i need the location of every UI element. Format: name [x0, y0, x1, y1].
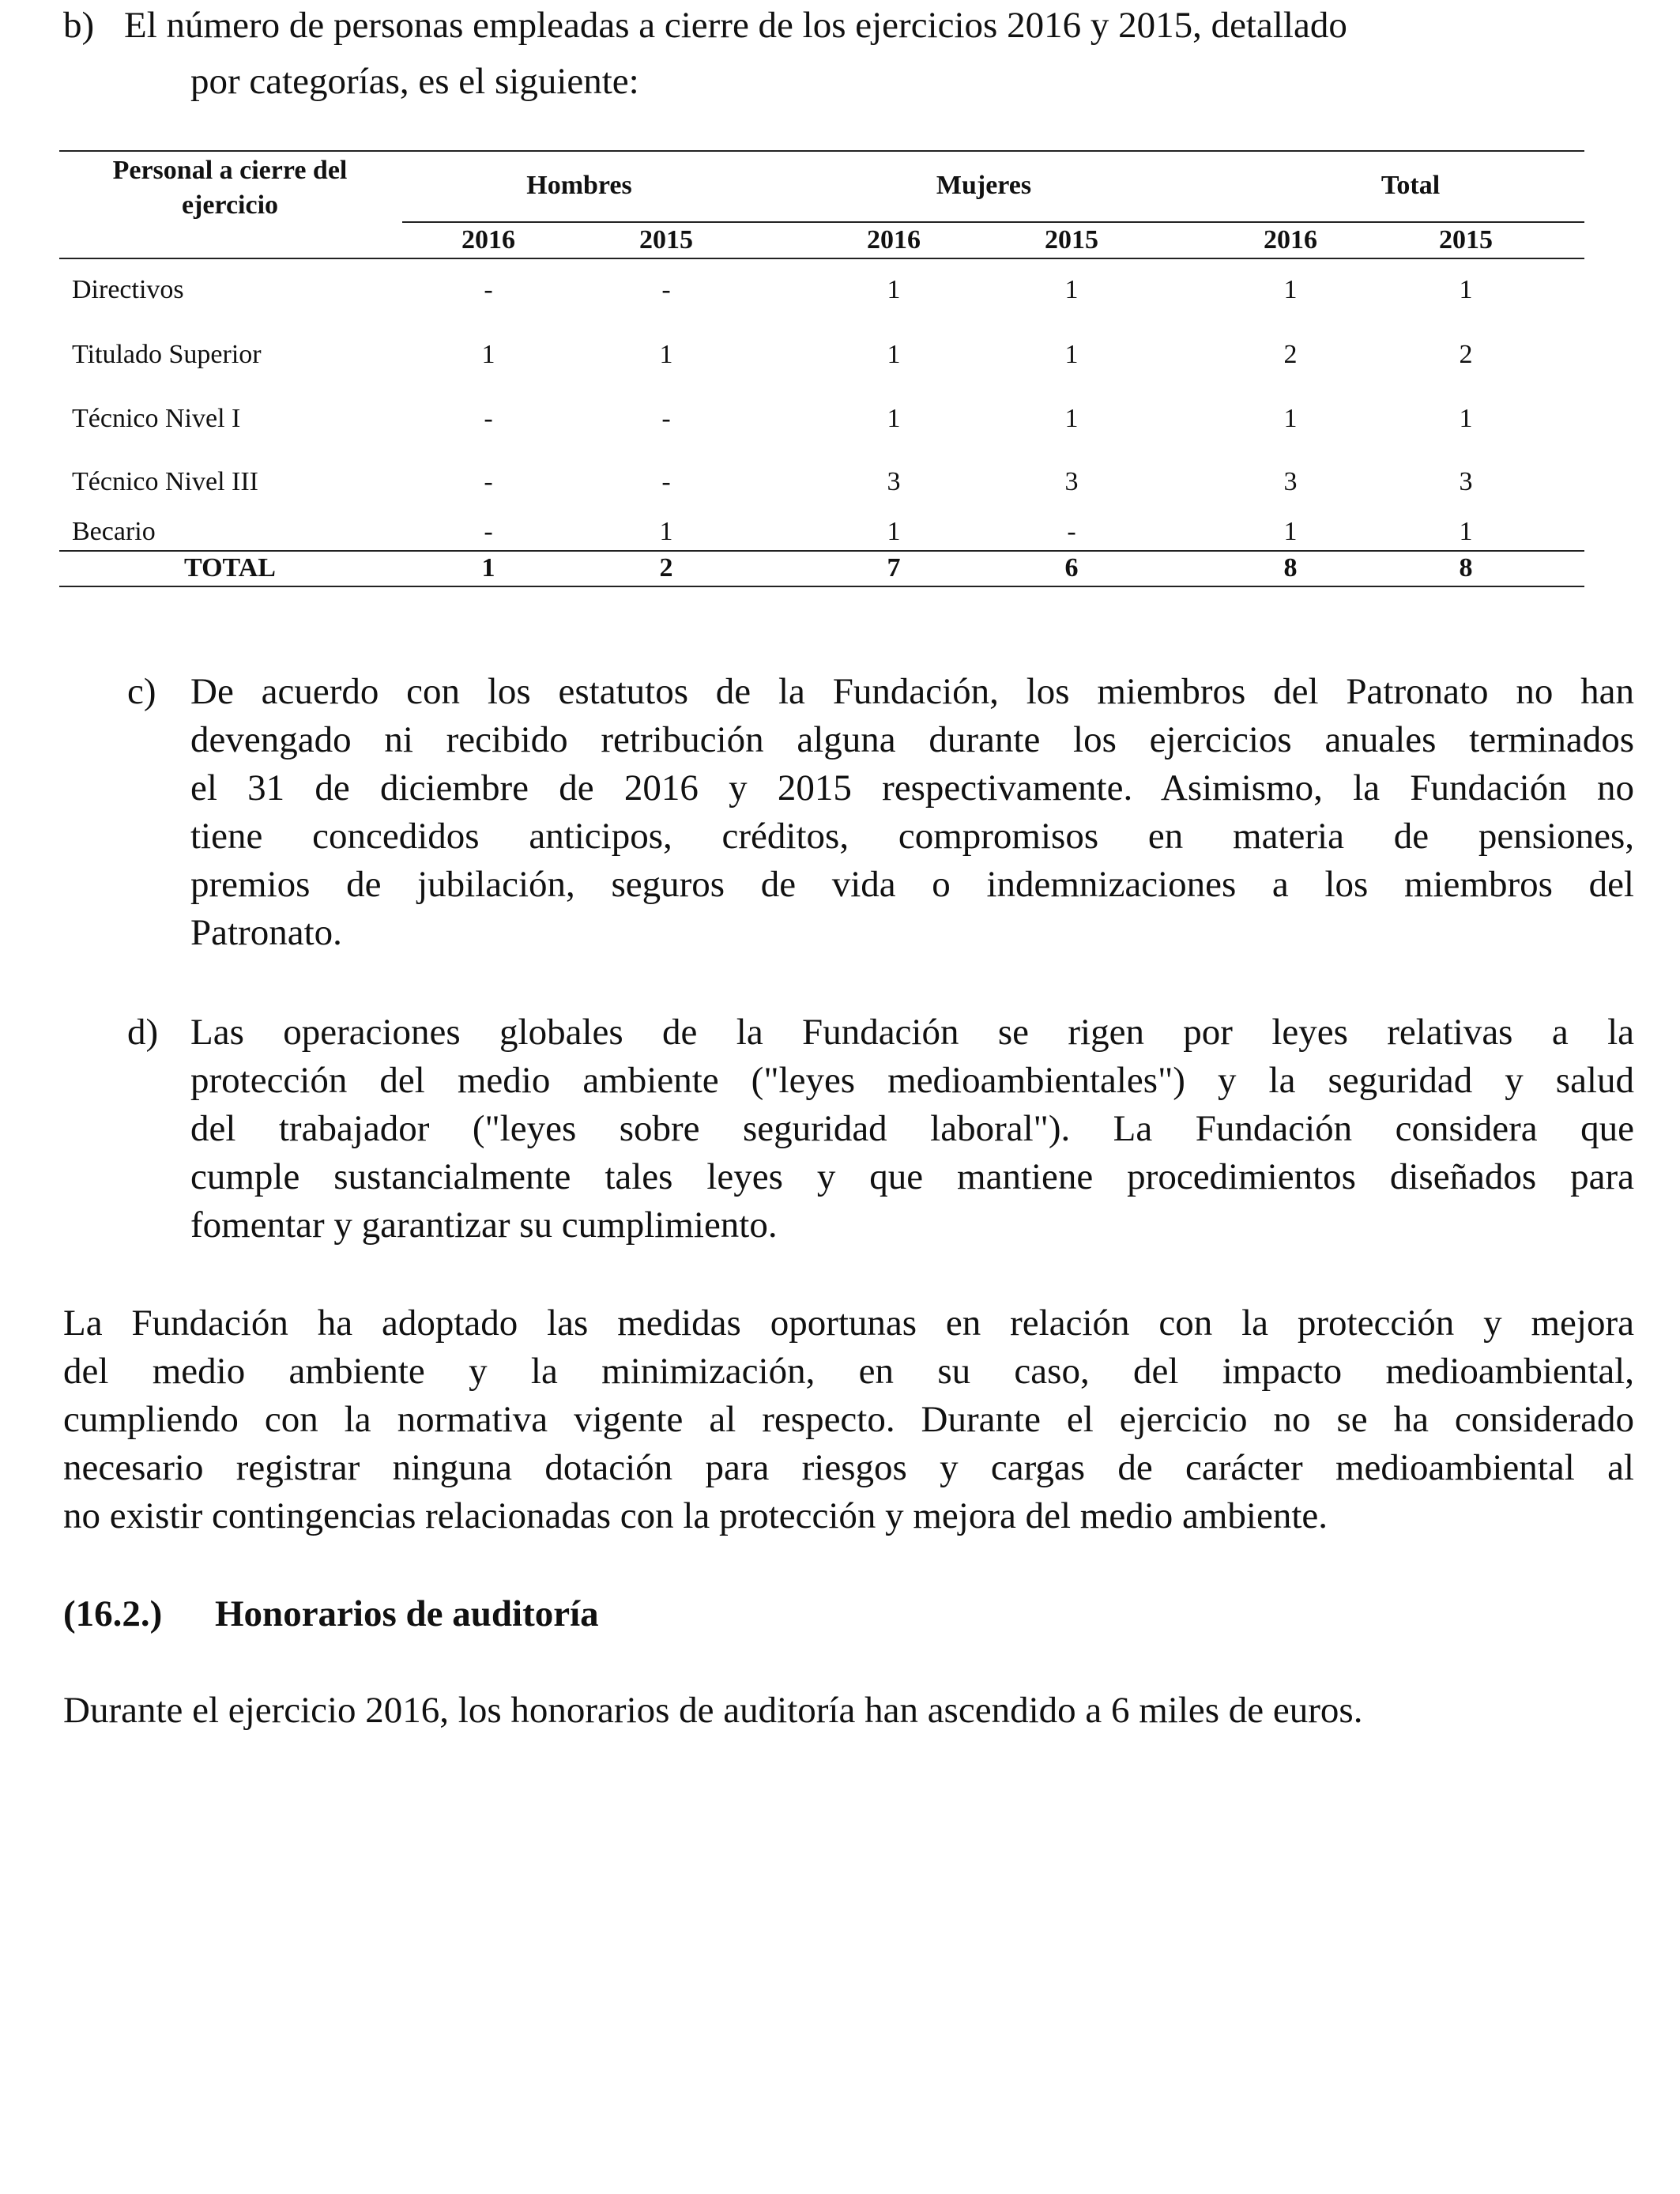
group-hombres: Hombres: [526, 171, 632, 200]
table-cell: 3: [887, 467, 901, 496]
table-cell: -: [661, 275, 671, 304]
total-cell: 8: [1283, 553, 1298, 582]
text-line: La Fundación ha adoptado las medidas oportunas en relación con la protección y mejora: [63, 1302, 1634, 1344]
environment-paragraph: [63, 1299, 1634, 1540]
table-cell: -: [484, 404, 493, 433]
header-bottom-rule: [59, 258, 1584, 259]
table-cell: 1: [1459, 517, 1473, 546]
total-cell: 1: [481, 553, 495, 582]
table-cell: 3: [1064, 467, 1079, 496]
audit-fees-paragraph: Durante el ejercicio 2016, los honorarios de auditoría han ascendido a 6 miles de euros.: [63, 1690, 1363, 1731]
item-b-line2: por categorías, es el siguiente:: [190, 61, 639, 102]
total-cell: 6: [1064, 553, 1079, 582]
year-header: 2016: [867, 225, 921, 254]
table-cell: -: [661, 404, 671, 433]
table-cell: 1: [1064, 275, 1079, 304]
table-cell: -: [484, 517, 493, 546]
total-label: TOTAL: [184, 553, 276, 582]
item-c-text: [190, 668, 1634, 957]
table-top-rule: [59, 150, 1584, 152]
table-cell: 1: [887, 404, 901, 433]
table-cell: 1: [659, 340, 673, 369]
table-cell: 2: [1459, 340, 1473, 369]
table-cell: 1: [1064, 404, 1079, 433]
text-line: Las operaciones globales de la Fundación se rigen por leyes relativas a la: [190, 1012, 1634, 1053]
text-line: protección del medio ambiente ("leyes medioambientales") y la seguridad y salud: [190, 1060, 1634, 1101]
table-cell: 3: [1283, 467, 1298, 496]
table-cell: 3: [1459, 467, 1473, 496]
group-mujeres: Mujeres: [936, 171, 1032, 200]
table-cell: 1: [1283, 275, 1298, 304]
item-b-label: b): [63, 5, 95, 46]
table-cell: 1: [887, 340, 901, 369]
item-d-label: d): [127, 1012, 159, 1053]
text-line: cumple sustancialmente tales leyes y que mantiene procedimientos diseñados para: [190, 1156, 1634, 1197]
section-number: (16.2.): [63, 1593, 163, 1634]
text-line: del medio ambiente y la minimización, en su caso, del impacto medioambiental,: [63, 1351, 1634, 1392]
text-line: del trabajador ("leyes sobre seguridad laboral"). La Fundación considera que: [190, 1108, 1634, 1149]
total-top-rule: [59, 550, 1584, 552]
table-cell: -: [661, 467, 671, 496]
row-label: Técnico Nivel I: [72, 404, 241, 433]
table-cell: -: [484, 275, 493, 304]
table-cell: 1: [1459, 275, 1473, 304]
table-cell: 1: [887, 275, 901, 304]
item-c-label: c): [127, 671, 156, 712]
text-line: cumpliendo con la normativa vigente al respecto. Durante el ejercicio no se ha considerado: [63, 1399, 1634, 1440]
table-cell: 1: [481, 340, 495, 369]
text-line: tiene concedidos anticipos, créditos, compromisos en materia de pensiones,: [190, 816, 1634, 857]
text-line: premios de jubilación, seguros de vida o indemnizaciones a los miembros del: [190, 864, 1634, 905]
text-line: Patronato.: [190, 912, 342, 953]
table-cell: 1: [1459, 404, 1473, 433]
header-label-line: ejercicio: [181, 190, 279, 220]
row-label: Técnico Nivel III: [72, 467, 258, 496]
table-bottom-rule: [59, 586, 1584, 587]
table-cell: -: [484, 467, 493, 496]
section-title: Honorarios de auditoría: [215, 1593, 599, 1634]
year-header: 2015: [639, 225, 693, 254]
year-header: 2016: [461, 225, 515, 254]
table-cell: 1: [1283, 404, 1298, 433]
total-cell: 2: [659, 553, 673, 582]
year-header: 2015: [1045, 225, 1098, 254]
text-line: el 31 de diciembre de 2016 y 2015 respectivamente. Asimismo, la Fundación no: [190, 767, 1634, 809]
total-cell: 7: [887, 553, 901, 582]
text-line: devengado ni recibido retribución alguna durante los ejercicios anuales terminados: [190, 719, 1634, 760]
table-cell: 2: [1283, 340, 1298, 369]
row-label: Titulado Superior: [72, 340, 262, 369]
group-total: Total: [1381, 171, 1441, 200]
subheader-rule: [402, 221, 1584, 223]
year-header: 2016: [1264, 225, 1317, 254]
year-header: 2015: [1439, 225, 1493, 254]
table-cell: 1: [887, 517, 901, 546]
item-b-line1: El número de personas empleadas a cierre de los ejercicios 2016 y 2015, detallado: [124, 5, 1347, 46]
row-label: Becario: [72, 517, 156, 546]
header-label: [113, 153, 348, 223]
table-cell: 1: [659, 517, 673, 546]
total-cell: 8: [1459, 553, 1473, 582]
row-label: Directivos: [72, 275, 184, 304]
text-line: necesario registrar ninguna dotación para riesgos y cargas de carácter medioambiental al: [63, 1447, 1634, 1488]
header-label-line: Personal a cierre del: [112, 156, 348, 185]
table-cell: 1: [1283, 517, 1298, 546]
item-d-text: [190, 1008, 1634, 1250]
text-line: fomentar y garantizar su cumplimiento.: [190, 1204, 778, 1246]
text-line: no existir contingencias relacionadas con la protección y mejora del medio ambiente.: [63, 1495, 1328, 1536]
table-cell: -: [1067, 517, 1076, 546]
text-line: De acuerdo con los estatutos de la Fundación, los miembros del Patronato no han: [190, 671, 1634, 712]
table-cell: 1: [1064, 340, 1079, 369]
